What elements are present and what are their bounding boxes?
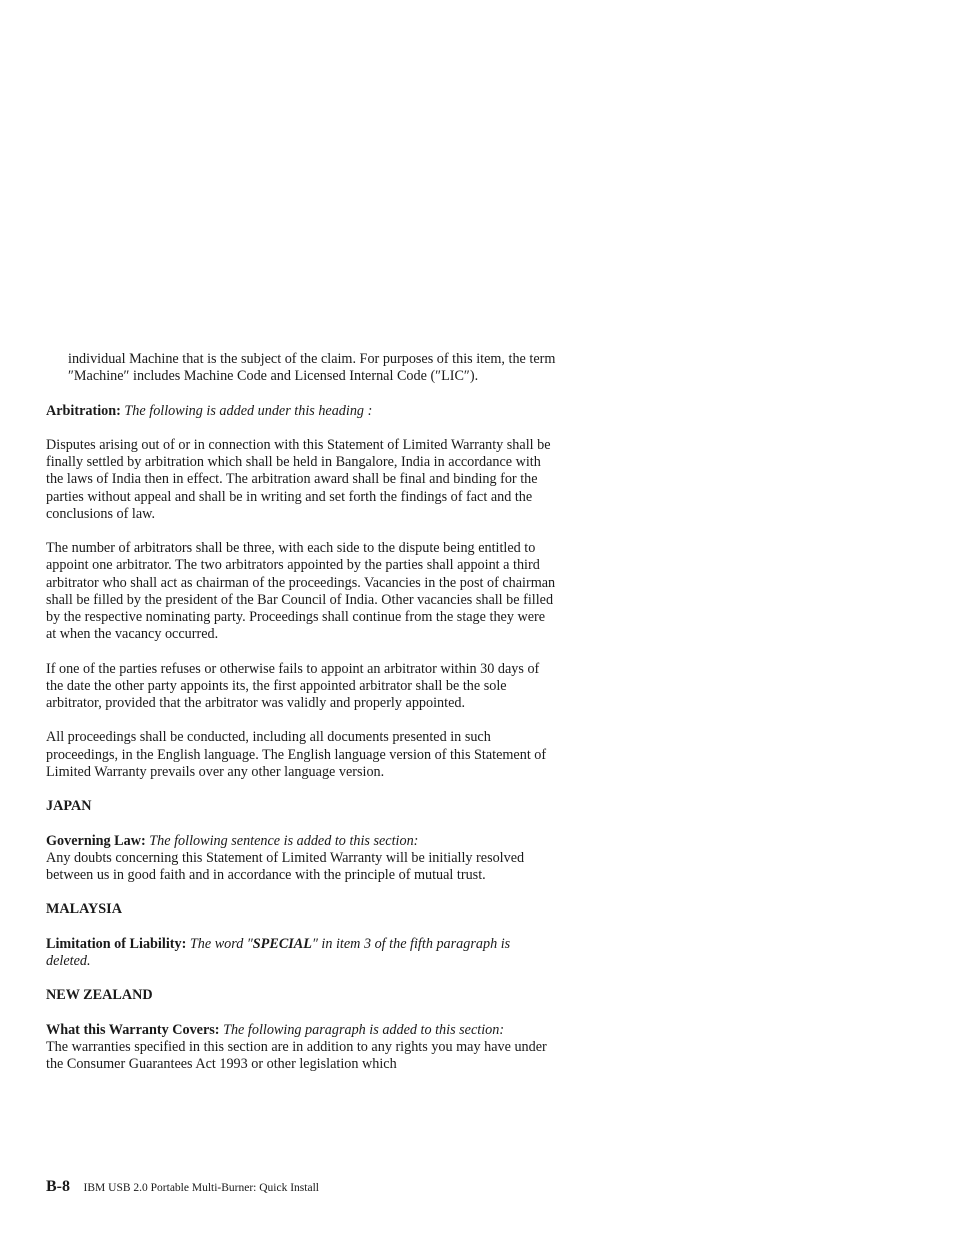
governing-law-label: Governing Law: xyxy=(46,832,146,849)
arbitration-paragraph-2: The number of arbitrators shall be three, with each side to the dispute being entitled to appoint one arbitrator. The two arbitrators appointed by the parties shall appoint a third arbitrator who shall act as chairman of the proceedings. Vacancies in the post of chairman shall be filled by the president of the Bar Council of India. Other vacancies shall be filled by the respective nominating party. Proceedings shall continue from the stage they were at when the vacancy occurred. xyxy=(46,540,556,643)
governing-law-heading xyxy=(46,833,556,850)
warranty-covers-note: The following paragraph is added to this section: xyxy=(223,1021,505,1038)
country-heading-new-zealand: NEW ZEALAND xyxy=(46,987,153,1004)
warranty-covers-text: The warranties specified in this section are in addition to any rights you may have under the Consumer Guarantees Act 1993 or other legislation which xyxy=(46,1038,547,1073)
governing-law-text: Any doubts concerning this Statement of Limited Warranty will be initially resolved between us in good faith and in accordance with the principle of mutual trust. xyxy=(46,849,525,883)
limitation-note-pre: The word ″ xyxy=(189,935,253,952)
arbitration-paragraph-1: Disputes arising out of or in connection with this Statement of Limited Warranty shall be finally settled by arbitration which shall be held in Bangalore, India in accordance with the laws of India then in effect. The arbitration award shall be final and binding for the parties without appeal and shall be in writing and set forth the findings of fact and the conclusions of law. xyxy=(46,436,551,522)
footer-title: IBM USB 2.0 Portable Multi-Burner: Quick Install xyxy=(83,1182,319,1194)
page-footer xyxy=(46,1178,319,1197)
page-number: B-8 xyxy=(46,1178,70,1195)
limitation-note-post: ″ in item 3 of the fifth paragraph is deleted. xyxy=(46,935,511,969)
warranty-covers-label: What this Warranty Covers: xyxy=(46,1021,220,1038)
warranty-covers-heading xyxy=(46,1022,556,1039)
continued-paragraph: individual Machine that is the subject of the claim. For purposes of this item, the term ″Machine″ includes Machine Code and Licensed Internal Code (″LIC″). xyxy=(68,351,556,385)
arbitration-label: Arbitration: xyxy=(46,402,121,419)
limitation-paragraph xyxy=(46,936,556,970)
arbitration-heading xyxy=(46,403,556,420)
arbitration-paragraph-3: If one of the parties refuses or otherwise fails to appoint an arbitrator within 30 days of the date the other party appoints its, the first appointed arbitrator shall be the sole arbitrator, provided that the arbitrator was validly and properly appointed. xyxy=(46,660,540,711)
arbitration-note: The following is added under this heading : xyxy=(124,402,373,419)
arbitration-paragraph-4: All proceedings shall be conducted, including all documents presented in such proceedings, in the English language. The English language version of this Statement of Limited Warranty prevails over any other language version. xyxy=(46,729,547,780)
country-heading-japan: JAPAN xyxy=(46,798,92,815)
governing-law-note: The following sentence is added to this section: xyxy=(149,832,419,849)
document-body xyxy=(46,351,556,1073)
limitation-special-word: SPECIAL xyxy=(252,935,312,952)
limitation-label: Limitation of Liability: xyxy=(46,935,187,952)
country-heading-malaysia: MALAYSIA xyxy=(46,901,122,918)
